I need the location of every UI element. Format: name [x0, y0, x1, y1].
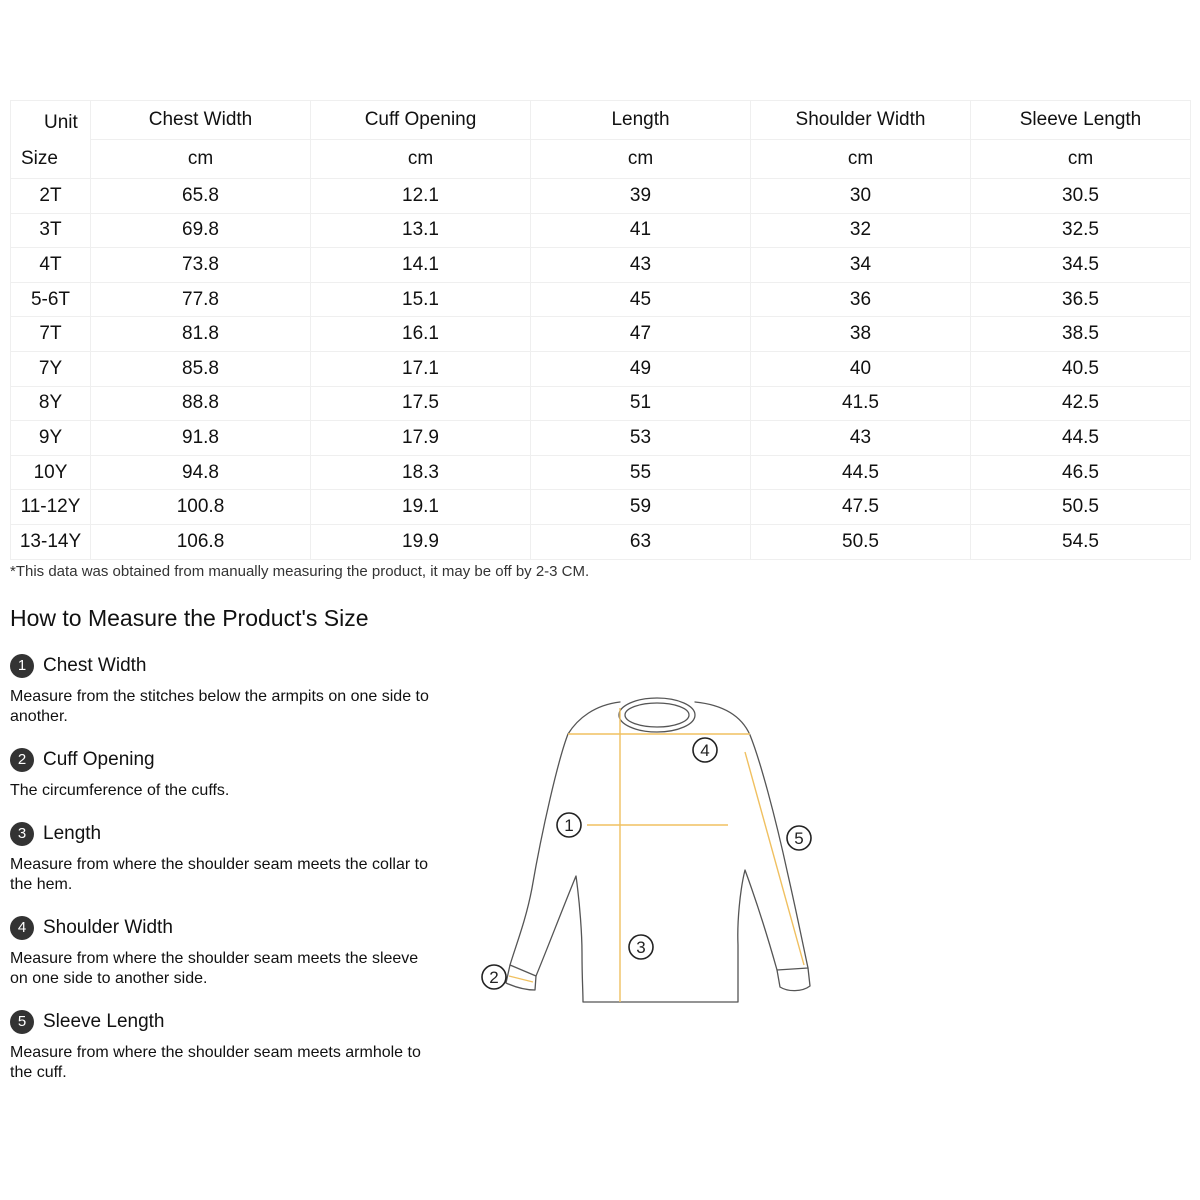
- measurement-cell: 43: [751, 421, 971, 456]
- table-row: [11, 317, 1191, 352]
- guide-item-description: Measure from the stitches below the armpits on one side to another.: [10, 688, 429, 725]
- measurement-cell: 47: [531, 317, 751, 352]
- guide-item-description: Measure from where the shoulder seam meets the sleeve on one side to another side.: [10, 950, 419, 987]
- marker-label: 2: [489, 968, 499, 987]
- table-row: [11, 179, 1191, 214]
- corner-unit-label: Unit: [44, 112, 78, 133]
- measurement-cell: 73.8: [91, 248, 311, 283]
- table-row: [11, 248, 1191, 283]
- size-label-cell: 8Y: [11, 386, 91, 421]
- diagram-markers: [482, 738, 811, 989]
- measurement-cell: 34.5: [971, 248, 1191, 283]
- measurement-cell: 85.8: [91, 351, 311, 386]
- measurement-cell: 19.9: [311, 524, 531, 559]
- measurement-cell: 59: [531, 490, 751, 525]
- left-cuff-outline: [506, 965, 536, 990]
- column-header-cuff-opening: Cuff Opening: [311, 101, 531, 140]
- guide-item-shoulder-width: [10, 915, 430, 989]
- measurement-cell: 55: [531, 455, 751, 490]
- guide-item-name: Chest Width: [43, 655, 147, 676]
- measurement-cell: 38.5: [971, 317, 1191, 352]
- measurement-cell: 41: [531, 213, 751, 248]
- marker-label: 3: [636, 938, 646, 957]
- measurement-cell: 40: [751, 351, 971, 386]
- measurement-cell: 14.1: [311, 248, 531, 283]
- table-row: [11, 213, 1191, 248]
- unit-cell: cm: [531, 140, 751, 179]
- measurement-cell: 30: [751, 179, 971, 214]
- measurement-cell: 88.8: [91, 386, 311, 421]
- measurement-cell: 19.1: [311, 490, 531, 525]
- measurement-cell: 91.8: [91, 421, 311, 456]
- measurement-cell: 49: [531, 351, 751, 386]
- measurement-cell: 36: [751, 282, 971, 317]
- measurement-cell: 44.5: [971, 421, 1191, 456]
- guide-item-length: [10, 821, 430, 895]
- number-badge: 2: [10, 748, 34, 772]
- guide-item-description: The circumference of the cuffs.: [10, 782, 230, 799]
- measurement-cell: 77.8: [91, 282, 311, 317]
- measurement-cell: 38: [751, 317, 971, 352]
- guide-item-name: Shoulder Width: [43, 917, 173, 938]
- measurement-cell: 106.8: [91, 524, 311, 559]
- right-cuff-outline: [777, 968, 810, 991]
- measurement-cell: 69.8: [91, 213, 311, 248]
- measurement-cell: 15.1: [311, 282, 531, 317]
- measurement-cell: 94.8: [91, 455, 311, 490]
- measurement-cell: 12.1: [311, 179, 531, 214]
- corner-size-label: Size: [21, 148, 58, 169]
- unit-cell: cm: [91, 140, 311, 179]
- size-label-cell: 4T: [11, 248, 91, 283]
- measurement-cell: 17.5: [311, 386, 531, 421]
- measurement-cell: 39: [531, 179, 751, 214]
- guide-title: How to Measure the Product's Size: [10, 605, 369, 631]
- column-header-sleeve-length: Sleeve Length: [971, 101, 1191, 140]
- measurement-note: *This data was obtained from manually measuring the product, it may be off by 2-3 CM.: [10, 563, 590, 580]
- size-label-cell: 7Y: [11, 351, 91, 386]
- size-label-cell: 7T: [11, 317, 91, 352]
- size-label-cell: 10Y: [11, 455, 91, 490]
- table-row: [11, 282, 1191, 317]
- measurement-cell: 41.5: [751, 386, 971, 421]
- size-label-cell: 2T: [11, 179, 91, 214]
- measurement-cell: 100.8: [91, 490, 311, 525]
- marker-chest-width: [557, 813, 581, 837]
- measurement-cell: 13.1: [311, 213, 531, 248]
- measurement-cell: 65.8: [91, 179, 311, 214]
- measurement-cell: 46.5: [971, 455, 1191, 490]
- column-header-length: Length: [531, 101, 751, 140]
- marker-sleeve-length: [787, 826, 811, 850]
- measurement-cell: 40.5: [971, 351, 1191, 386]
- measurement-cell: 17.1: [311, 351, 531, 386]
- marker-cuff-opening: [482, 965, 506, 989]
- measurement-cell: 50.5: [751, 524, 971, 559]
- number-badge: 5: [10, 1010, 34, 1034]
- table-row: [11, 455, 1191, 490]
- corner-header-cell: [11, 101, 91, 179]
- guide-item-description: Measure from where the shoulder seam meets armhole to the cuff.: [10, 1044, 421, 1081]
- size-label-cell: 9Y: [11, 421, 91, 456]
- measurement-cell: 32.5: [971, 213, 1191, 248]
- sweater-measurement-diagram: [470, 690, 830, 1020]
- measurement-cell: 45: [531, 282, 751, 317]
- number-badge: 4: [10, 916, 34, 940]
- guide-item-name: Cuff Opening: [43, 749, 155, 770]
- table-row: [11, 386, 1191, 421]
- guide-item-name: Sleeve Length: [43, 1011, 165, 1032]
- table-row: [11, 351, 1191, 386]
- size-chart-table: [10, 100, 1191, 560]
- size-label-cell: 13-14Y: [11, 524, 91, 559]
- size-label-cell: 3T: [11, 213, 91, 248]
- guide-item-name: Length: [43, 823, 102, 844]
- unit-cell: cm: [971, 140, 1191, 179]
- guide-item-description: Measure from where the shoulder seam meets the collar to the hem.: [10, 856, 428, 893]
- guide-item-chest-width: [10, 653, 430, 727]
- sweater-outline: [506, 698, 810, 1002]
- sweater-body-outline: [510, 702, 808, 1002]
- measurement-cell: 43: [531, 248, 751, 283]
- measurement-cell: 54.5: [971, 524, 1191, 559]
- measurement-cell: 53: [531, 421, 751, 456]
- measurement-cell: 18.3: [311, 455, 531, 490]
- column-header-shoulder-width: Shoulder Width: [751, 101, 971, 140]
- measurement-cell: 81.8: [91, 317, 311, 352]
- cuff-opening-line: [509, 976, 533, 982]
- column-header-chest-width: Chest Width: [91, 101, 311, 140]
- table-row: [11, 421, 1191, 456]
- measurement-cell: 44.5: [751, 455, 971, 490]
- size-label-cell: 11-12Y: [11, 490, 91, 525]
- marker-length: [629, 935, 653, 959]
- measurement-cell: 30.5: [971, 179, 1191, 214]
- guide-item-cuff-opening: [10, 747, 430, 801]
- number-badge: 3: [10, 822, 34, 846]
- measurement-cell: 63: [531, 524, 751, 559]
- size-rows: [11, 179, 1191, 560]
- guide-item-sleeve-length: [10, 1009, 430, 1083]
- size-label-cell: 5-6T: [11, 282, 91, 317]
- measurement-cell: 32: [751, 213, 971, 248]
- measurement-cell: 36.5: [971, 282, 1191, 317]
- number-badge: 1: [10, 654, 34, 678]
- marker-label: 1: [564, 816, 574, 835]
- measurement-cell: 47.5: [751, 490, 971, 525]
- measurement-cell: 50.5: [971, 490, 1191, 525]
- sleeve-length-line: [745, 752, 804, 965]
- table-row: [11, 524, 1191, 559]
- measurement-lines: [509, 708, 804, 1002]
- marker-shoulder-width: [693, 738, 717, 762]
- marker-label: 4: [700, 741, 710, 760]
- unit-cell: cm: [311, 140, 531, 179]
- table-row: [11, 490, 1191, 525]
- marker-label: 5: [794, 829, 804, 848]
- collar-inner: [625, 703, 689, 727]
- measurement-cell: 16.1: [311, 317, 531, 352]
- measurement-cell: 51: [531, 386, 751, 421]
- measurement-cell: 42.5: [971, 386, 1191, 421]
- measurement-cell: 17.9: [311, 421, 531, 456]
- unit-cell: cm: [751, 140, 971, 179]
- measurement-cell: 34: [751, 248, 971, 283]
